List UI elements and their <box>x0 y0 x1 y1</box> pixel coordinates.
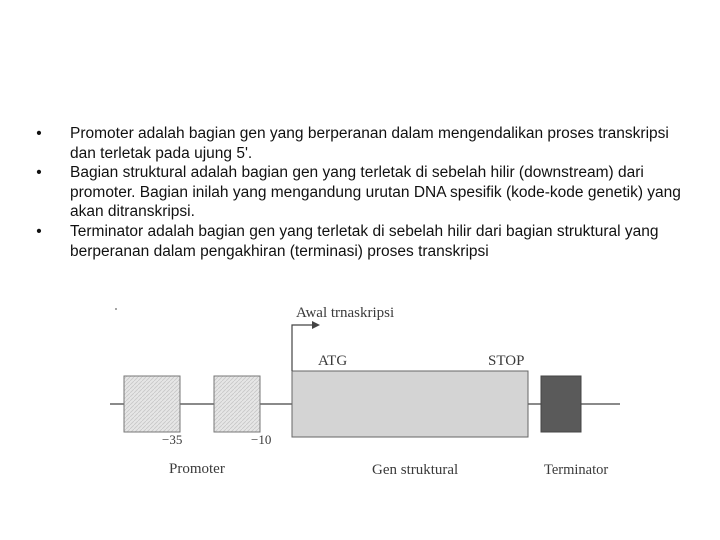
transcription-start-label: Awal trnaskripsi <box>296 305 395 321</box>
bullet-dot: • <box>36 164 42 182</box>
gene-diagram-svg <box>110 297 626 485</box>
terminator-box <box>541 376 581 432</box>
bullet-text: Terminator adalah bagian gen yang terletak di sebelah hilir dari bagian struktural yang berperanan dalam pengakhiran (terminasi) proses transkripsi <box>70 222 659 260</box>
bullet-dot: • <box>36 125 42 142</box>
bullet-item-promoter <box>32 124 692 163</box>
bullet-dot: • <box>36 222 42 240</box>
promoter-box-minus35 <box>124 376 180 432</box>
bullet-item-structural <box>32 163 692 222</box>
start-codon-label: ATG <box>318 353 348 369</box>
promoter-label: Promoter <box>169 461 225 477</box>
bullet-item-terminator <box>32 222 692 261</box>
arrow-head-icon <box>312 321 320 329</box>
dot-mark <box>115 308 117 310</box>
bullet-text: Promoter adalah bagian gen yang berperanan dalam mengendalikan proses transkripsi dan terletak pada ujung 5'. <box>70 125 669 162</box>
gene-structure-diagram <box>110 297 626 485</box>
bullet-list <box>32 124 692 261</box>
promoter-box-minus10 <box>214 376 260 432</box>
terminator-label: Terminator <box>544 462 609 478</box>
structural-gene-label: Gen struktural <box>372 462 459 478</box>
position-minus35: −35 <box>162 432 183 447</box>
stop-codon-label: STOP <box>488 353 525 369</box>
transcription-start-arrow <box>292 325 314 371</box>
position-minus10: −10 <box>251 432 272 447</box>
bullet-text: Bagian struktural adalah bagian gen yang terletak di sebelah hilir (downstream) dari promoter. Bagian inilah yang mengandung urutan DNA spesifik (kode-kode genetik) yang akan ditranskripsi. <box>70 164 681 221</box>
structural-gene-box <box>292 371 528 437</box>
